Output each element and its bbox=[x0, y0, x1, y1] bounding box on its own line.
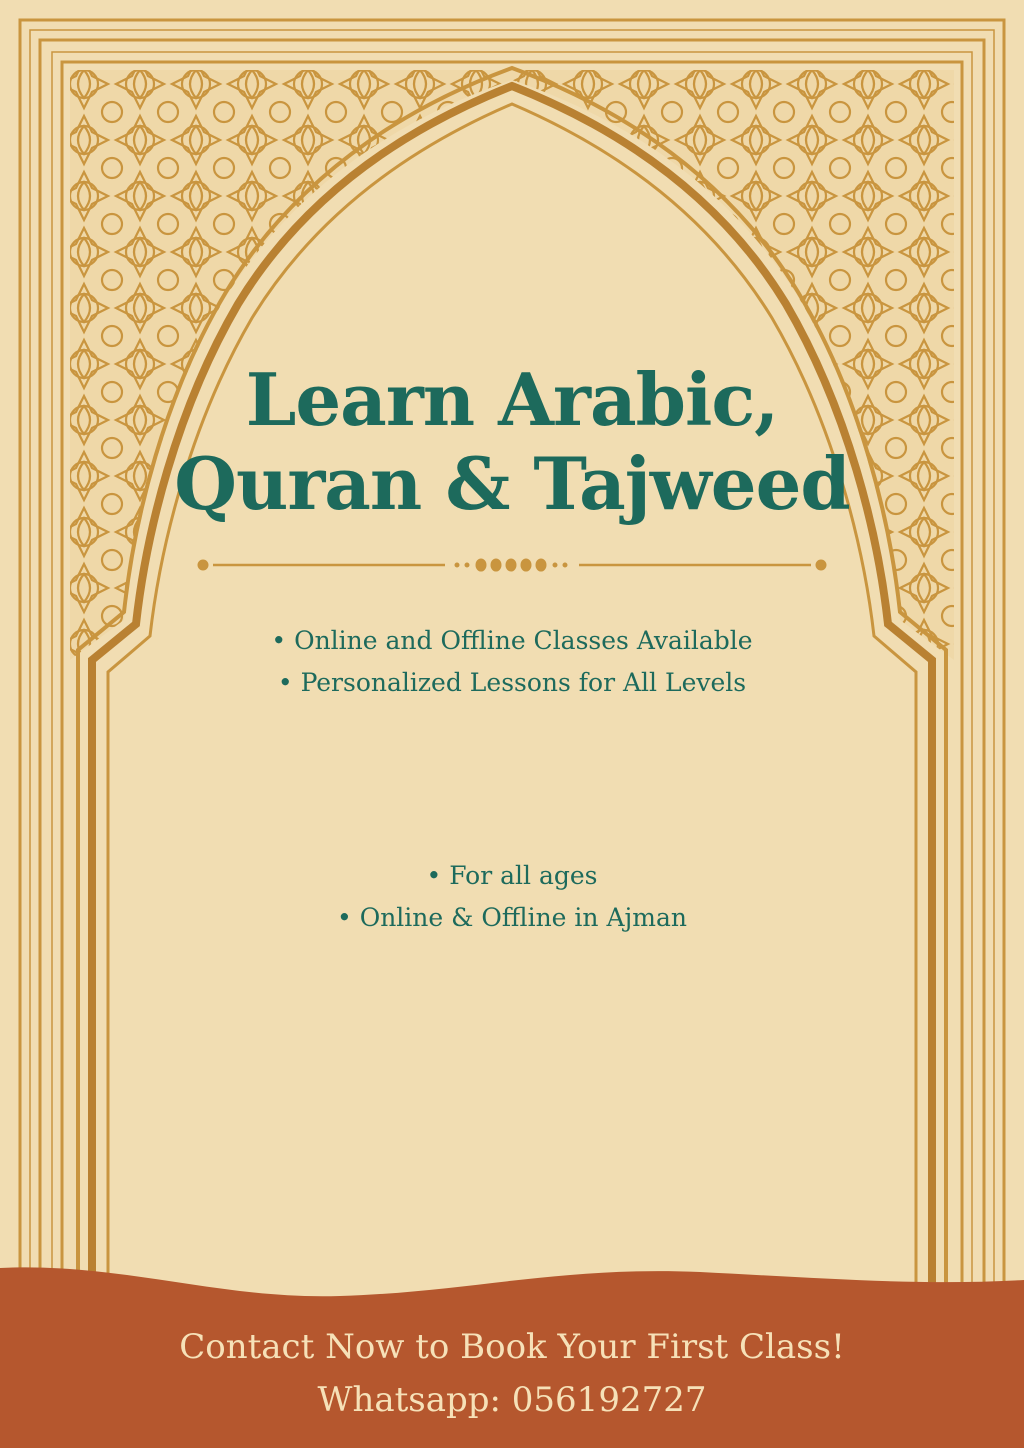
title-line-2: Quran & Tajweed bbox=[174, 441, 850, 526]
poster-title bbox=[0, 358, 1024, 526]
features-primary bbox=[0, 620, 1024, 704]
feature-item: • Online & Offline in Ajman bbox=[337, 903, 687, 932]
ornamental-divider bbox=[195, 552, 829, 578]
features-secondary bbox=[0, 855, 1024, 939]
title-line-1: Learn Arabic, bbox=[245, 357, 779, 442]
feature-item: • Personalized Lessons for All Levels bbox=[277, 668, 747, 697]
contact-cta: Contact Now to Book Your First Class! bbox=[179, 1327, 845, 1367]
whatsapp-line[interactable]: Whatsapp: 056192727 bbox=[317, 1380, 707, 1420]
feature-item: • For all ages bbox=[426, 861, 598, 890]
feature-item: • Online and Offline Classes Available bbox=[271, 626, 753, 655]
